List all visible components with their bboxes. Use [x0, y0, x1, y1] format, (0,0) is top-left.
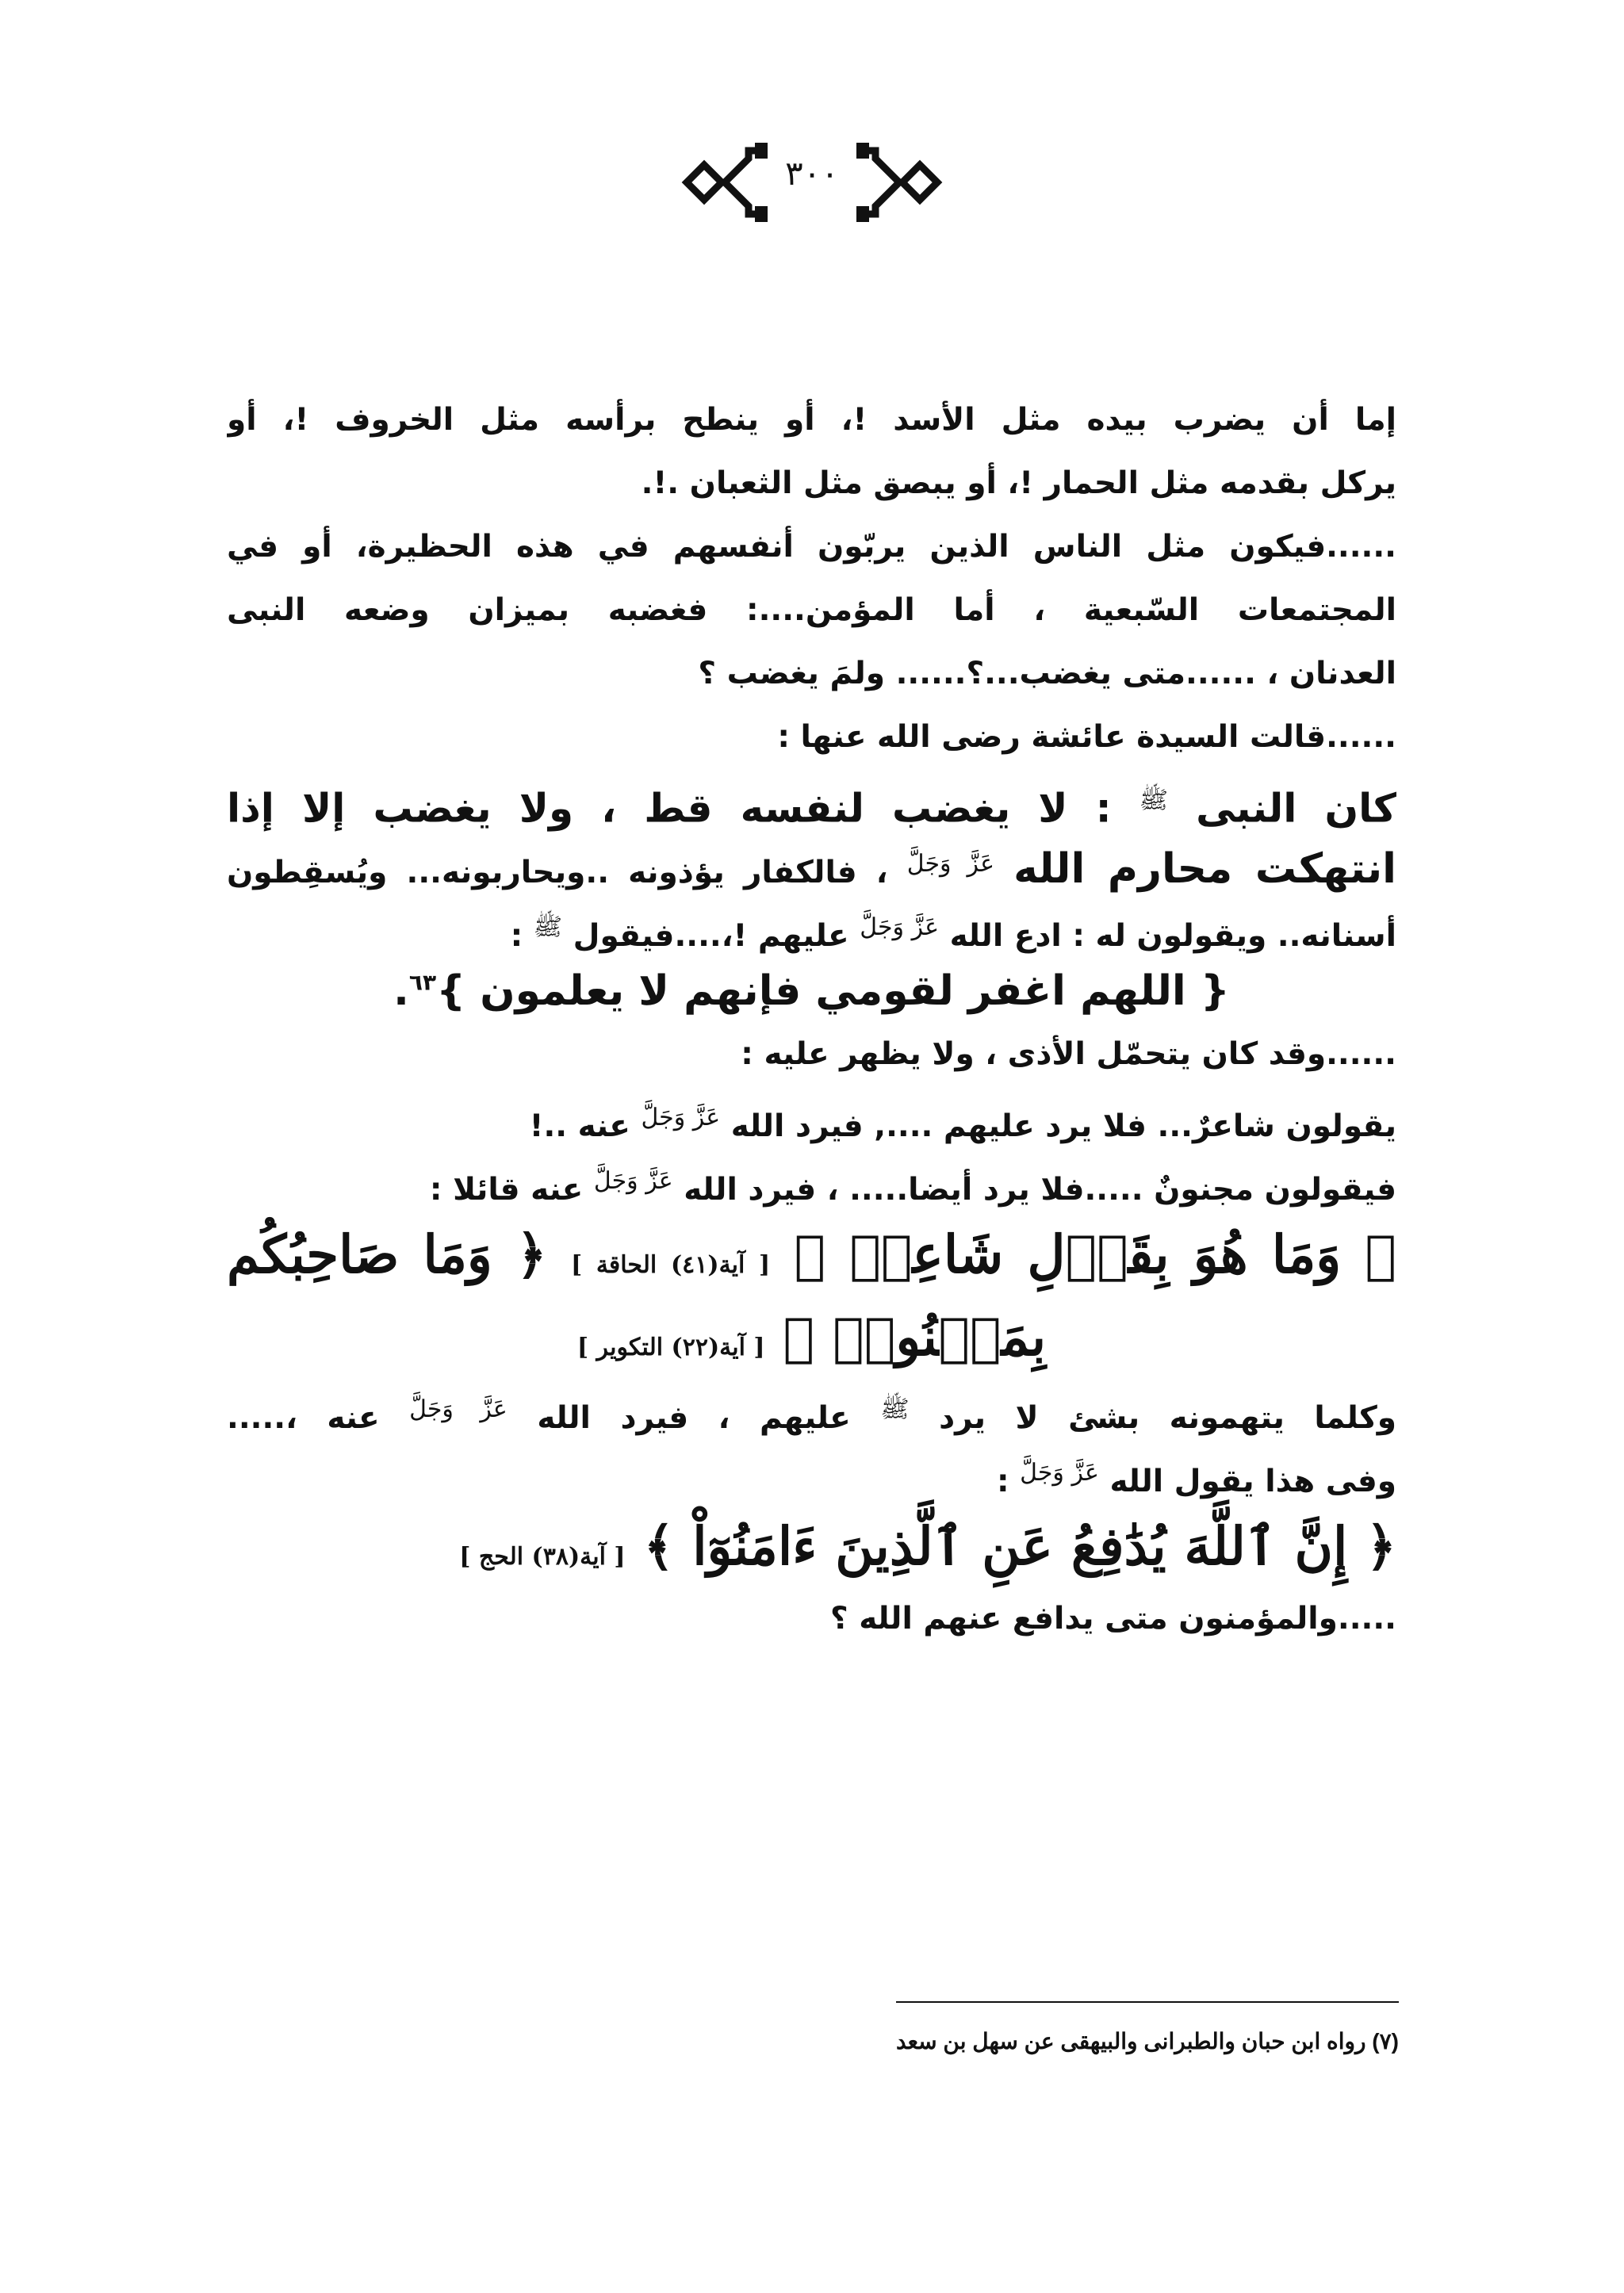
text-line-5: العدنان ، ......متى يغضب...؟...... ولمَ يغضب ؟ — [698, 656, 1396, 691]
page-header — [0, 119, 1624, 246]
text-fragment: عليهم !،....فيقول — [573, 918, 849, 954]
azza-honorific: عَزَّ وَجَلَّ — [641, 1104, 721, 1131]
prayer-text: { اللهم اغفر لقومي فإنهم لا يعلمون } — [436, 967, 1230, 1015]
text-line-11: ......وقد كان يتحمّل الأذى ، ولا يظهر عليه : — [741, 1036, 1396, 1072]
text-line-2: يركل بقدمه مثل الحمار !، أو يبصق مثل الثعبان .!. — [641, 465, 1396, 501]
footnote-ref: ٦٣ — [408, 969, 437, 996]
quran-verse-line-3 — [227, 1505, 1396, 1587]
azza-honorific: عَزَّ وَجَلَّ — [409, 1395, 508, 1423]
verse-text: ﴿ إِنَّ ٱللَّهَ يُدَٰفِعُ عَنِ ٱلَّذِينَ ءَامَنُوٓاْ ﴾ — [643, 1515, 1396, 1577]
verse-text: بِمَجۡنُونٖ ﴾ — [783, 1306, 1047, 1368]
verse-text: ﴿ وَمَا صَاحِبُكُم — [227, 1223, 547, 1285]
hadith-text: انتهكت محارم الله — [1013, 845, 1396, 893]
verse-reference: [ آية(٣٨) الحج ] — [459, 1543, 626, 1571]
text-fragment: ، فالكفار يؤذونه ..ويحاربونه... ويُسقِطون — [227, 855, 888, 890]
text-fragment: : — [510, 918, 523, 954]
text-line-3: ......فيكون مثل الناس الذين يربّون أنفسهم في هذه الحظيرة، أو في — [227, 529, 1396, 565]
azza-honorific: عَزَّ وَجَلَّ — [906, 850, 995, 878]
azza-honorific: عَزَّ وَجَلَّ — [860, 913, 940, 941]
text-line-12 — [227, 1086, 1396, 1150]
text-fragment: عليهم ، فيرد الله — [537, 1400, 851, 1436]
text-fragment: يقولون شاعرٌ... فلا يرد عليهم ...., فيرد الله — [730, 1108, 1396, 1144]
quran-verse-line-1 — [227, 1213, 1396, 1296]
hadith-text: : لا يغضب لنفسه قط ، ولا يغضب إلا إذا — [227, 785, 1112, 832]
text-fragment: عنه ،..... — [227, 1400, 380, 1436]
page-body — [227, 389, 1396, 1651]
text-fragment: عنه قائلا : — [429, 1172, 584, 1208]
text-line-1: إما أن يضرب بيده مثل الأسد !، أو ينطح برأسه مثل الخروف !، أو — [227, 402, 1396, 438]
text-fragment: عنه ..! — [529, 1108, 630, 1144]
text-fragment: وكلما يتهمونه بشئ لا يرد — [939, 1400, 1396, 1436]
text-line-15 — [227, 1441, 1396, 1505]
hadith-line-1 — [227, 769, 1396, 833]
text-line-16: .....والمؤمنون متى يدافع عنهم الله ؟ — [830, 1601, 1396, 1636]
verse-text: ﴿ وَمَا هُوَ بِقَوۡلِ شَاعِرٖ ﴾ — [794, 1223, 1397, 1285]
text-line-14 — [227, 1378, 1396, 1441]
text-fragment: فيقولون مجنونٌ .....فلا يرد أيضا..... ، فيرد الله — [684, 1172, 1396, 1208]
text-line-9 — [227, 896, 1396, 959]
text-fragment: أسنانه.. ويقولون له : ادع الله — [949, 918, 1396, 954]
footnote-divider — [896, 2001, 1399, 2003]
text-line-6: ......قالت السيدة عائشة رضى الله عنها : — [777, 719, 1396, 755]
salawat-honorific: ﷺ — [1139, 787, 1168, 814]
text-line-13 — [227, 1150, 1396, 1213]
salawat-honorific: ﷺ — [533, 913, 563, 941]
page-number-ornament — [669, 119, 955, 246]
quran-verse-line-2 — [227, 1296, 1396, 1378]
footnote: (٧) رواه ابن حبان والطبرانى والبيهقى عن سهل بن سعد — [895, 2029, 1399, 2054]
hadith-text: كان النبى — [1196, 785, 1396, 832]
text-fragment: : — [996, 1464, 1009, 1499]
azza-honorific: عَزَّ وَجَلَّ — [593, 1167, 673, 1195]
azza-honorific: عَزَّ وَجَلَّ — [1020, 1459, 1099, 1487]
text-line-4: المجتمعات السّبعية ، أما المؤمن....: فغضبه بميزان وضعه النبى — [227, 592, 1396, 628]
verse-reference: [ آية(٢٢) التكوير ] — [576, 1334, 765, 1361]
page-number: ٣٠٠ — [785, 154, 839, 193]
hadith-line-2 — [227, 833, 1396, 896]
text-fragment: وفى هذا يقول الله — [1109, 1464, 1396, 1499]
verse-reference: [ آية(٤١) الحاقة ] — [570, 1251, 771, 1279]
prophet-prayer-line: { اللهم اغفر لقومي فإنهم لا يعلمون }$^{٦٣}$. — [393, 967, 1230, 1015]
salawat-honorific: ﷺ — [880, 1395, 910, 1423]
